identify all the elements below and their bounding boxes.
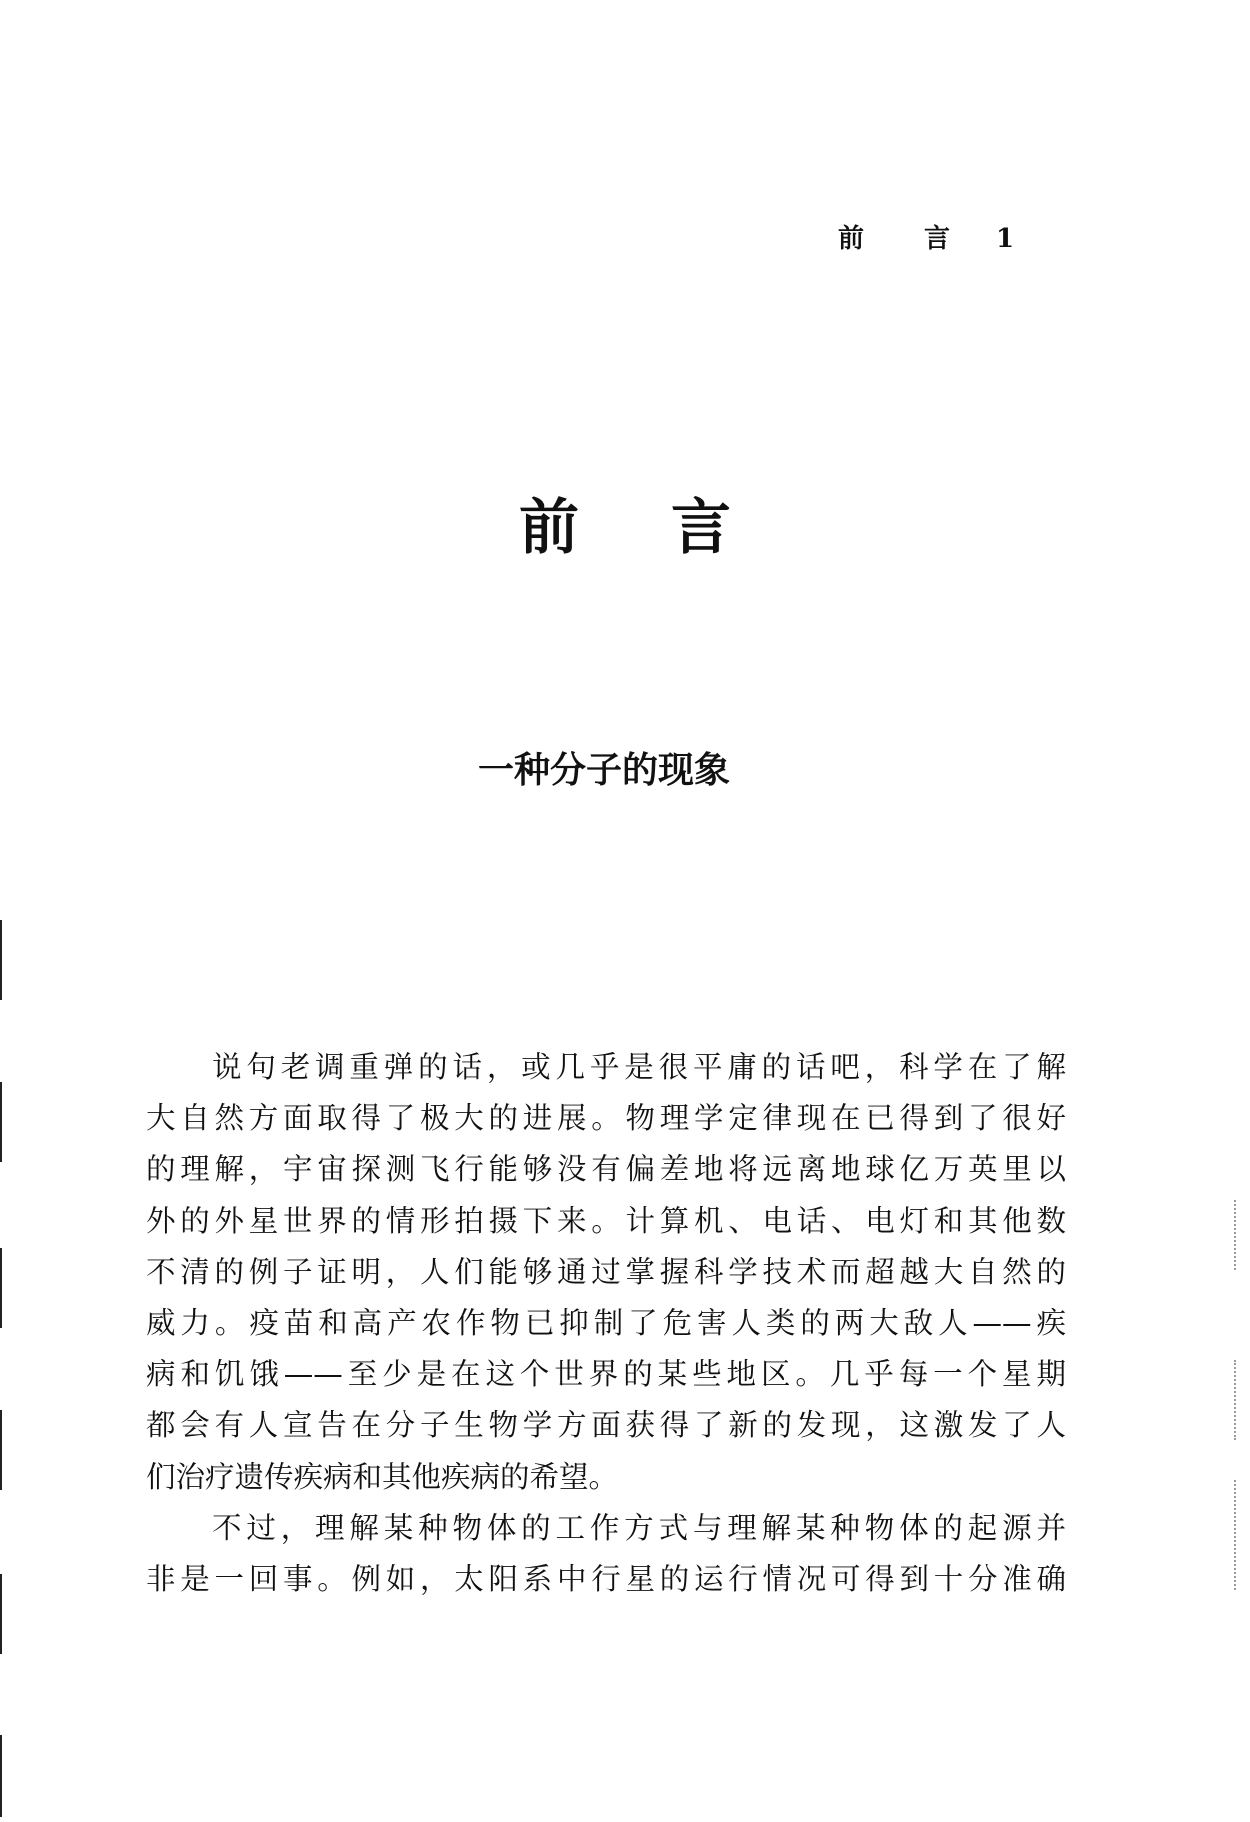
paragraph-2-line-2: 非是一回事。例如，太阳系中行星的运行情况可得到十分准确 [146, 1561, 1066, 1596]
paragraph-1-line-7: 病和饥饿——至少是在这个世界的某些地区。几乎每一个星期 [146, 1357, 1066, 1392]
scan-mark [0, 1410, 2, 1490]
page-number: 1 [996, 224, 1017, 254]
scan-mark [0, 1735, 2, 1817]
paragraph-1-line-5: 不清的例子证明，人们能够通过掌握科学技术而超越大自然的 [146, 1254, 1066, 1289]
scan-mark [0, 1248, 2, 1328]
paragraph-2-line-1: 不过，理解某种物体的工作方式与理解某种物体的起源并 [212, 1510, 1066, 1545]
scan-mark [0, 920, 2, 1000]
scan-dots [1234, 1200, 1238, 1270]
body-text [146, 1042, 1066, 1605]
scan-dots [1234, 1360, 1238, 1440]
running-head-left: 前 [838, 224, 867, 254]
scan-mark [0, 1082, 2, 1162]
paragraph-1-line-8: 都会有人宣告在分子生物学方面获得了新的发现，这激发了人 [146, 1408, 1066, 1443]
paragraph-1-line-4: 外的外星世界的情形拍摄下来。计算机、电话、电灯和其他数 [146, 1203, 1066, 1238]
running-head [838, 218, 1016, 255]
paragraph-1-line-6: 威力。疫苗和高产农作物已抑制了危害人类的两大敌人——疾 [146, 1305, 1066, 1340]
running-head-right: 言 [924, 224, 953, 254]
scan-dots [1234, 1480, 1238, 1590]
chapter-title: 前言 [519, 493, 823, 563]
section-title: 一种分子的现象 [477, 749, 730, 791]
scan-mark [0, 1574, 2, 1654]
paragraph-1-line-3: 的理解，宇宙探测飞行能够没有偏差地将远离地球亿万英里以 [146, 1152, 1066, 1187]
paragraph-1-line-9: 们治疗遗传疾病和其他疾病的希望。 [146, 1459, 619, 1494]
paragraph-1-line-2: 大自然方面取得了极大的进展。物理学定律现在已得到了很好 [146, 1101, 1066, 1136]
paragraph-1-line-1: 说句老调重弹的话，或几乎是很平庸的话吧，科学在了解 [212, 1050, 1066, 1084]
